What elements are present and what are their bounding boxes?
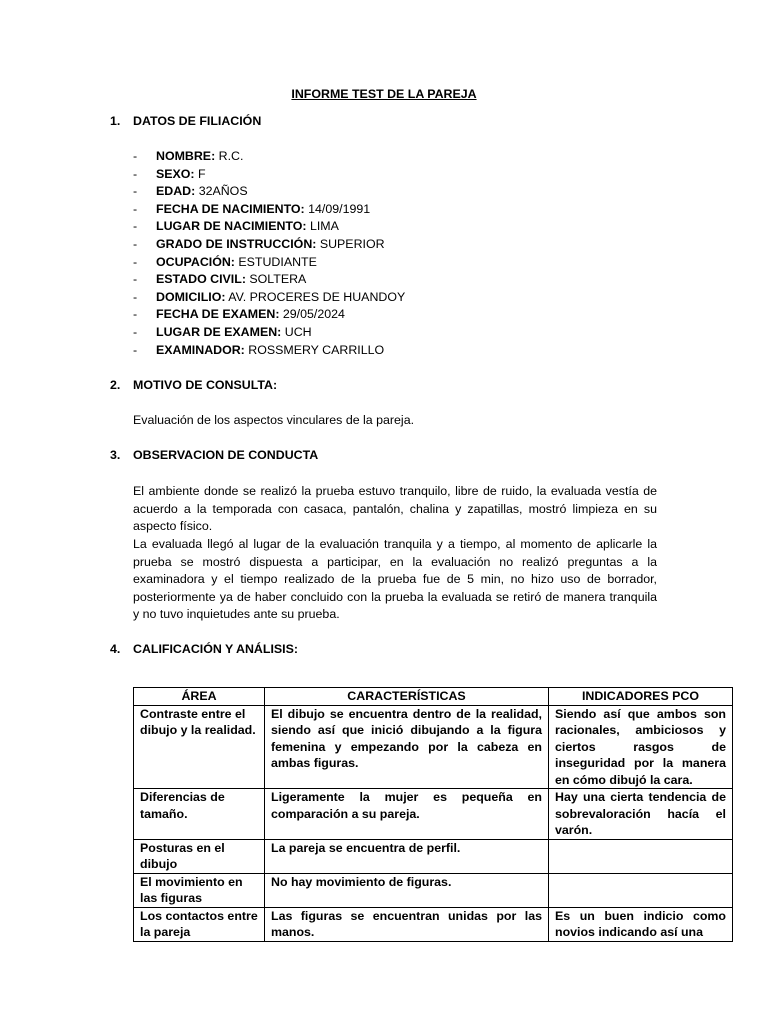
analysis-table: [133, 687, 733, 942]
cell-area: Los contactos entre la pareja: [134, 907, 265, 941]
field-fecha-examen: - FECHA DE EXAMEN: 29/05/2024: [133, 307, 345, 322]
field-value: ESTUDIANTE: [234, 254, 317, 269]
field-value: 29/05/2024: [279, 307, 345, 322]
cell-caracteristicas: Ligeramente la mujer es pequeña en comparación a su pareja.: [265, 789, 549, 840]
cell-indicadores: Hay una cierta tendencia de sobrevaloración hacía el varón.: [549, 789, 733, 840]
table-row: [134, 907, 733, 941]
cell-area: Diferencias de tamaño.: [134, 789, 265, 840]
cell-caracteristicas: La pareja se encuentra de perfil.: [265, 839, 549, 873]
cell-caracteristicas: No hay movimiento de figuras.: [265, 873, 549, 907]
field-nombre: - NOMBRE: R.C.: [133, 149, 244, 163]
section-3-number: 3.: [110, 448, 121, 462]
filiation-list: [133, 148, 405, 359]
cell-area: Posturas en el dibujo: [134, 839, 265, 873]
cell-indicadores: [549, 873, 733, 907]
field-value: F: [194, 166, 206, 181]
field-value: AV. PROCERES DE HUANDOY: [225, 289, 406, 304]
field-edad: - EDAD: 32AÑOS: [133, 184, 248, 199]
header-indicadores: INDICADORES PCO: [549, 688, 733, 706]
section-4-heading: [110, 641, 298, 659]
section-3-label: OBSERVACION DE CONDUCTA: [133, 448, 319, 462]
cell-caracteristicas: El dibujo se encuentra dentro de la realidad, siendo así que inició dibujando a la figura femenina y empezando por la cabeza en ambas figuras.: [265, 705, 549, 789]
field-label: ESTADO CIVIL:: [156, 272, 246, 287]
cell-area: Contraste entre el dibujo y la realidad.: [134, 705, 265, 789]
field-domicilio: - DOMICILIO: AV. PROCERES DE HUANDOY: [133, 289, 406, 304]
field-value: SOLTERA: [245, 272, 307, 287]
table-row: [134, 873, 733, 907]
field-label: GRADO DE INSTRUCCIÓN:: [156, 236, 317, 251]
field-label: EXAMINADOR:: [156, 342, 245, 357]
field-ocupacion: - OCUPACIÓN: ESTUDIANTE: [133, 254, 317, 269]
field-value: 14/09/1991: [304, 201, 371, 216]
field-value: 32AÑOS: [195, 184, 248, 199]
field-label: DOMICILIO:: [156, 289, 226, 304]
field-label: LUGAR DE NACIMIENTO:: [156, 219, 307, 234]
field-label: FECHA DE EXAMEN:: [156, 307, 280, 322]
section-4-number: 4.: [110, 642, 121, 656]
cell-area: El movimiento en las figuras: [134, 873, 265, 907]
header-caracteristicas: CARACTERÍSTICAS: [265, 688, 549, 706]
section-2-number: 2.: [110, 378, 121, 392]
table-header-row: [134, 688, 733, 706]
section-3-paragraph-2: La evaluada llegó al lugar de la evaluación tranquila y a tiempo, al momento de aplicarle la prueba se mostró dispuesta a participar, en la evaluación no realizó preguntas a la examinadora y el tiempo realizado de la prueba fue de 5 min, no hizo uso de borrador, posteriormente ya de haber concluido con la prueba la evaluada se retiró de manera tranquila y no tuvo inquietudes ante su prueba.: [133, 537, 657, 621]
field-grado-instruccion: - GRADO DE INSTRUCCIÓN: SUPERIOR: [133, 236, 385, 251]
section-3-paragraph-1: El ambiente donde se realizó la prueba estuvo tranquilo, libre de ruido, la evaluada vestía de acuerdo a la temporada con casaca, pantalón, chalina y zapatillas, mostró limpieza en su aspecto físico.: [133, 484, 657, 533]
table-row: [134, 789, 733, 840]
table-row: [134, 839, 733, 873]
section-3-heading: [110, 447, 318, 465]
field-label: LUGAR DE EXAMEN:: [156, 324, 282, 339]
field-label: SEXO:: [156, 166, 195, 181]
section-2-heading: [110, 377, 277, 395]
section-4-label: CALIFICACIÓN Y ANÁLISIS:: [133, 642, 298, 656]
field-fecha-nacimiento: - FECHA DE NACIMIENTO: 14/09/1991: [133, 201, 371, 216]
field-value: LIMA: [306, 219, 339, 234]
field-label: EDAD:: [156, 184, 196, 199]
field-value: R.C.: [215, 149, 244, 163]
report-title: INFORME TEST DE LA PAREJA: [291, 87, 477, 101]
section-1-label: DATOS DE FILIACIÓN: [133, 114, 262, 128]
field-label: OCUPACIÓN:: [156, 254, 235, 269]
field-lugar-examen: - LUGAR DE EXAMEN: UCH: [133, 324, 312, 339]
cell-indicadores: Siendo así que ambos son racionales, ambiciosos y ciertos rasgos de inseguridad por la manera en cómo dibujó la cara.: [549, 705, 733, 789]
field-examinador: - EXAMINADOR: ROSSMERY CARRILLO: [133, 342, 385, 357]
field-lugar-nacimiento: - LUGAR DE NACIMIENTO: LIMA: [133, 219, 339, 234]
section-2-text: Evaluación de los aspectos vinculares de la pareja.: [133, 413, 415, 427]
field-estado-civil: - ESTADO CIVIL: SOLTERA: [133, 272, 307, 287]
header-area: ÁREA: [134, 688, 265, 706]
section-1-heading: [110, 113, 261, 131]
table-row: [134, 705, 733, 789]
section-2-label: MOTIVO DE CONSULTA:: [133, 378, 278, 392]
field-value: ROSSMERY CARRILLO: [244, 342, 385, 357]
cell-indicadores: [549, 839, 733, 873]
field-value: SUPERIOR: [316, 236, 385, 251]
field-label: FECHA DE NACIMIENTO:: [156, 201, 305, 216]
field-label: NOMBRE:: [156, 149, 216, 163]
cell-indicadores: Es un buen indicio como novios indicando así una: [549, 907, 733, 941]
cell-caracteristicas: Las figuras se encuentran unidas por las manos.: [265, 907, 549, 941]
section-1-number: 1.: [110, 114, 121, 128]
field-sexo: - SEXO: F: [133, 166, 206, 181]
field-value: UCH: [281, 324, 312, 339]
